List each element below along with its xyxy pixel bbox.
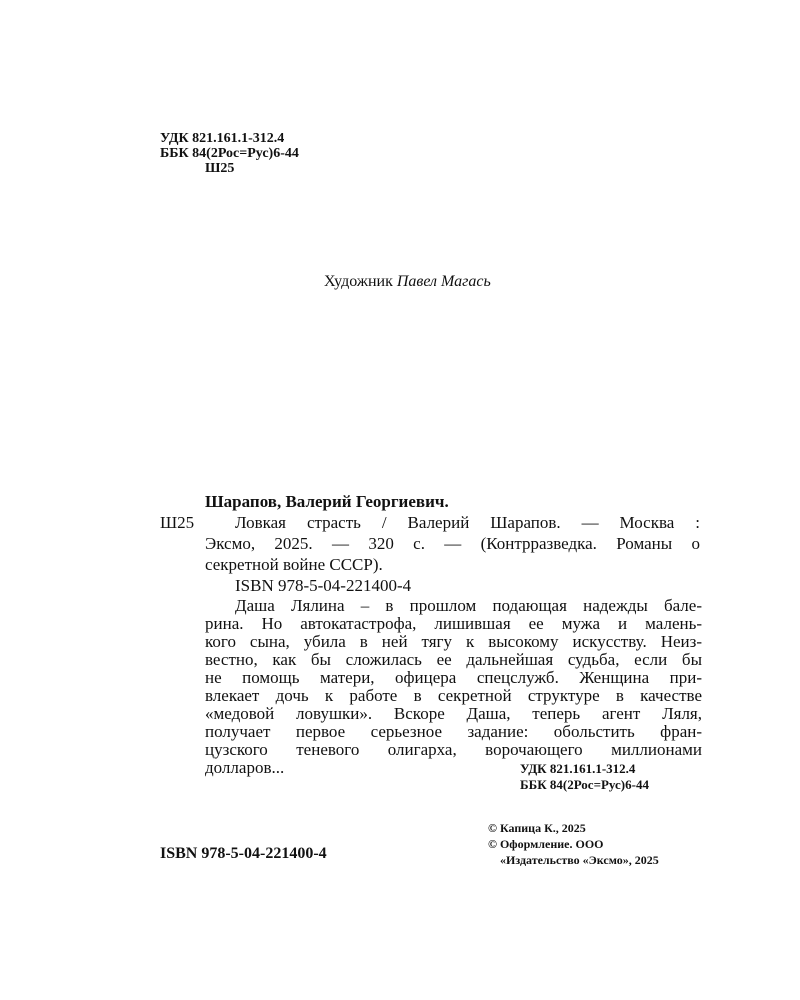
annotation-line: Даша Лялина – в прошлом подающая надежды бале-: [235, 596, 702, 615]
copyright-publisher: «Издательство «Эксмо», 2025: [500, 853, 659, 867]
annotation-line: долларов...: [205, 758, 285, 777]
card-bbk-code: ББК 84(2Рос=Рус)6-44: [520, 777, 649, 792]
annotation-line: кого сына, убила в ней тягу к высокому искусству. Неиз-: [205, 632, 702, 651]
card-udk-code: УДК 821.161.1-312.4: [520, 761, 636, 776]
catalog-isbn: ISBN 978-5-04-221400-4: [235, 576, 412, 595]
annotation-line: «медовой ловушки». Вскоре Даша, теперь агент Ляля,: [205, 704, 702, 723]
annotation-line: получает первое серьезное задание: обольстить фран-: [205, 722, 702, 741]
artist-credit: [324, 273, 491, 291]
footer-isbn: ISBN 978-5-04-221400-4: [160, 845, 327, 862]
annotation: [205, 597, 702, 777]
author-mark: Ш25: [205, 161, 235, 176]
annotation-line: рина. Но автокатастрофа, лишившая ее мужа и малень-: [205, 614, 702, 633]
copyright-author: © Капица К., 2025: [488, 821, 586, 835]
bbk-code: ББК 84(2Рос=Рус)6-44: [160, 146, 299, 161]
catalog-title-block: [205, 533, 700, 575]
catalog-title-line: Ловкая страсть / Валерий Шарапов. — Москва :: [235, 513, 700, 532]
artist-label: Художник: [324, 273, 393, 290]
catalog-title-line: секретной войне СССР).: [205, 555, 383, 574]
catalog-author: Шарапов, Валерий Георгиевич.: [205, 492, 449, 511]
udk-code: УДК 821.161.1-312.4: [160, 131, 285, 146]
annotation-line: влекает дочь к работе в секретной структуре в качестве: [205, 686, 702, 705]
artist-name: Павел Магась: [396, 273, 491, 290]
catalog-title-block: [235, 512, 700, 533]
copyright-design: © Оформление. ООО: [488, 837, 604, 851]
annotation-line: не помощь матери, офицера спецслужб. Женщина при-: [205, 668, 702, 687]
catalog-title-line: Эксмо, 2025. — 320 с. — (Контрразведка. Романы о: [205, 534, 700, 553]
annotation-line: цузского теневого олигарха, ворочающего миллионами: [205, 740, 702, 759]
catalog-mark: Ш25: [160, 513, 195, 532]
annotation-line: вестно, как бы сложилась ее дальнейшая судьба, если бы: [205, 650, 702, 669]
